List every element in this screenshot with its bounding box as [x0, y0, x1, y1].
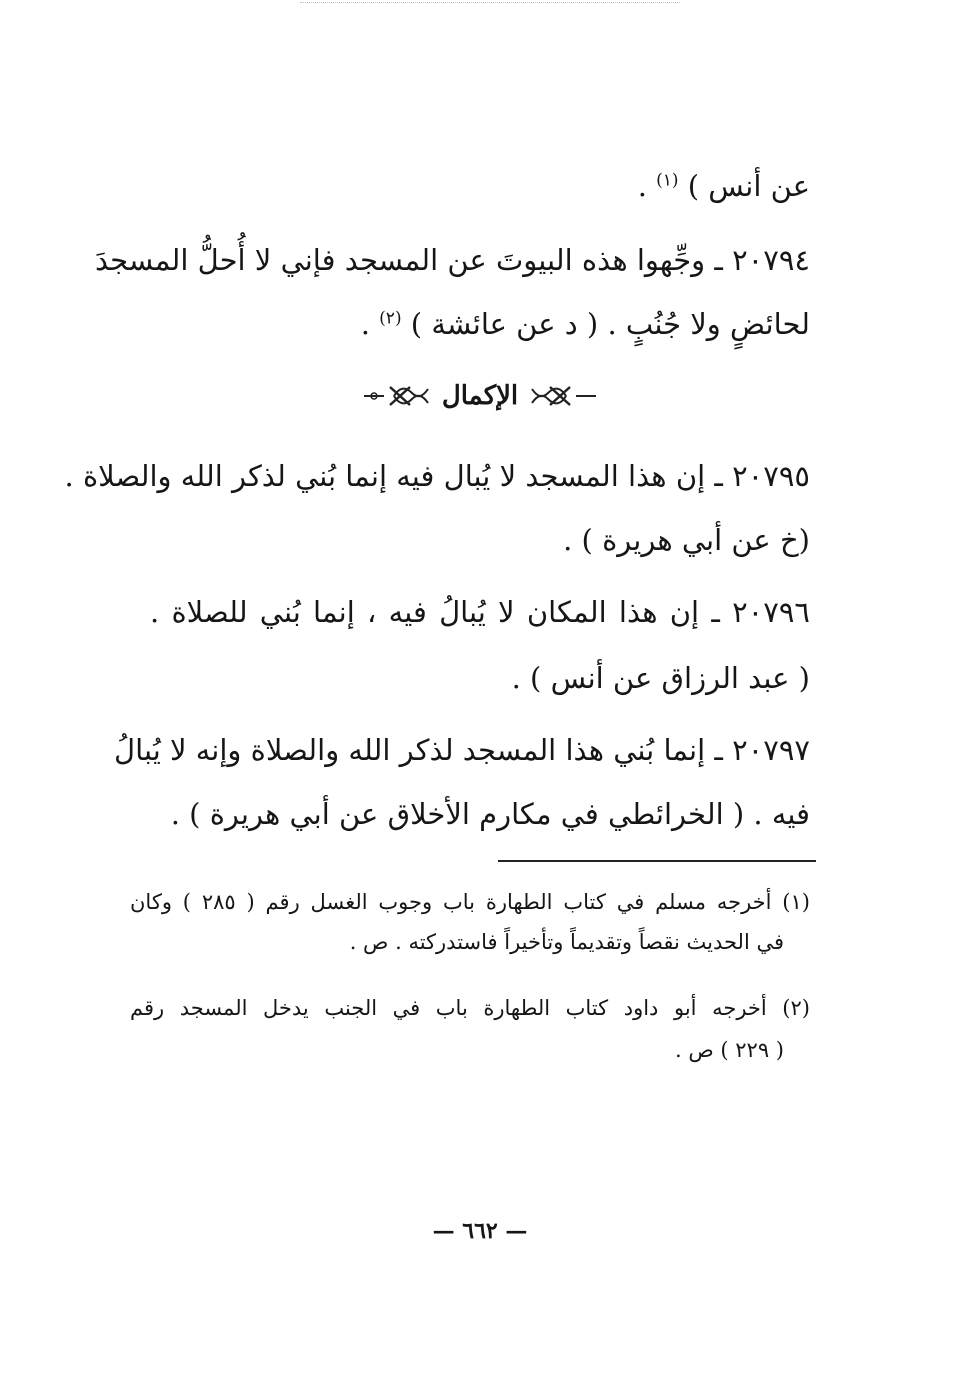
footnote-1-line-2: في الحديث نقصاً وتقديماً وتأخيراً فاستدركته . ص . [349, 930, 784, 954]
footnote-1-line-1: (١) أخرجه مسلم في كتاب الطهارة باب وجوب الغسل رقم ( ٢٨٥ ) وكان [130, 890, 810, 914]
hadith-20797-line-1: ٢٠٧٩٧ ـ إنما بُني هذا المسجد لذكر الله والصلاة وإنه لا يُبالُ [114, 733, 810, 767]
hadith-20797-line-2: فيه . ( الخرائطي في مكارم الأخلاق عن أبي هريرة ) . [170, 797, 810, 831]
hadith-20796-line-1: ٢٠٧٩٦ ـ إن هذا المكان لا يُبالُ فيه ، إنما بُني للصلاة . [150, 595, 810, 629]
section-title: الإكمال [441, 381, 519, 411]
hadith-20795-line-2: (خ عن أبي هريرة ) . [563, 523, 810, 557]
continuation-text: عن أنس ) [687, 169, 810, 203]
hadith-20794-line-1: ٢٠٧٩٤ ـ وجِّهوا هذه البيوتَ عن المسجد فإني لا أُحلُّ المسجدَ [94, 243, 810, 277]
hadith-20794-line-2 [150, 304, 810, 344]
right-ornament-icon [528, 381, 598, 411]
scan-edge-mark [300, 2, 680, 5]
hadith-20794-line-2-text: لحائضٍ ولا جُنُبٍ . ( د عن عائشة ) [410, 307, 810, 341]
hadith-20795-line-1: ٢٠٧٩٥ ـ إن هذا المسجد لا يُبال فيه إنما بُني لذكر الله والصلاة . [64, 459, 810, 493]
page-number: — ٦٦٢ — [432, 1218, 528, 1244]
continuation-end: . [637, 169, 647, 203]
footnote-ref-2: (٢) [379, 308, 402, 329]
hadith-20796-line-2: ( عبد الرزاق عن أنس ) . [511, 661, 810, 695]
section-header [330, 376, 630, 416]
hadith-20794-line-2-end: . [360, 307, 370, 341]
continuation-line [150, 166, 810, 206]
footnote-2-line-2: ( ٢٢٩ ) ص . [674, 1038, 784, 1062]
footnote-ref-1: (١) [656, 170, 679, 191]
left-ornament-icon [362, 381, 432, 411]
footnote-2-line-1: (٢) أخرجه أبو داود كتاب الطهارة باب في الجنب يدخل المسجد رقم [130, 996, 810, 1020]
footnote-separator [498, 860, 816, 862]
